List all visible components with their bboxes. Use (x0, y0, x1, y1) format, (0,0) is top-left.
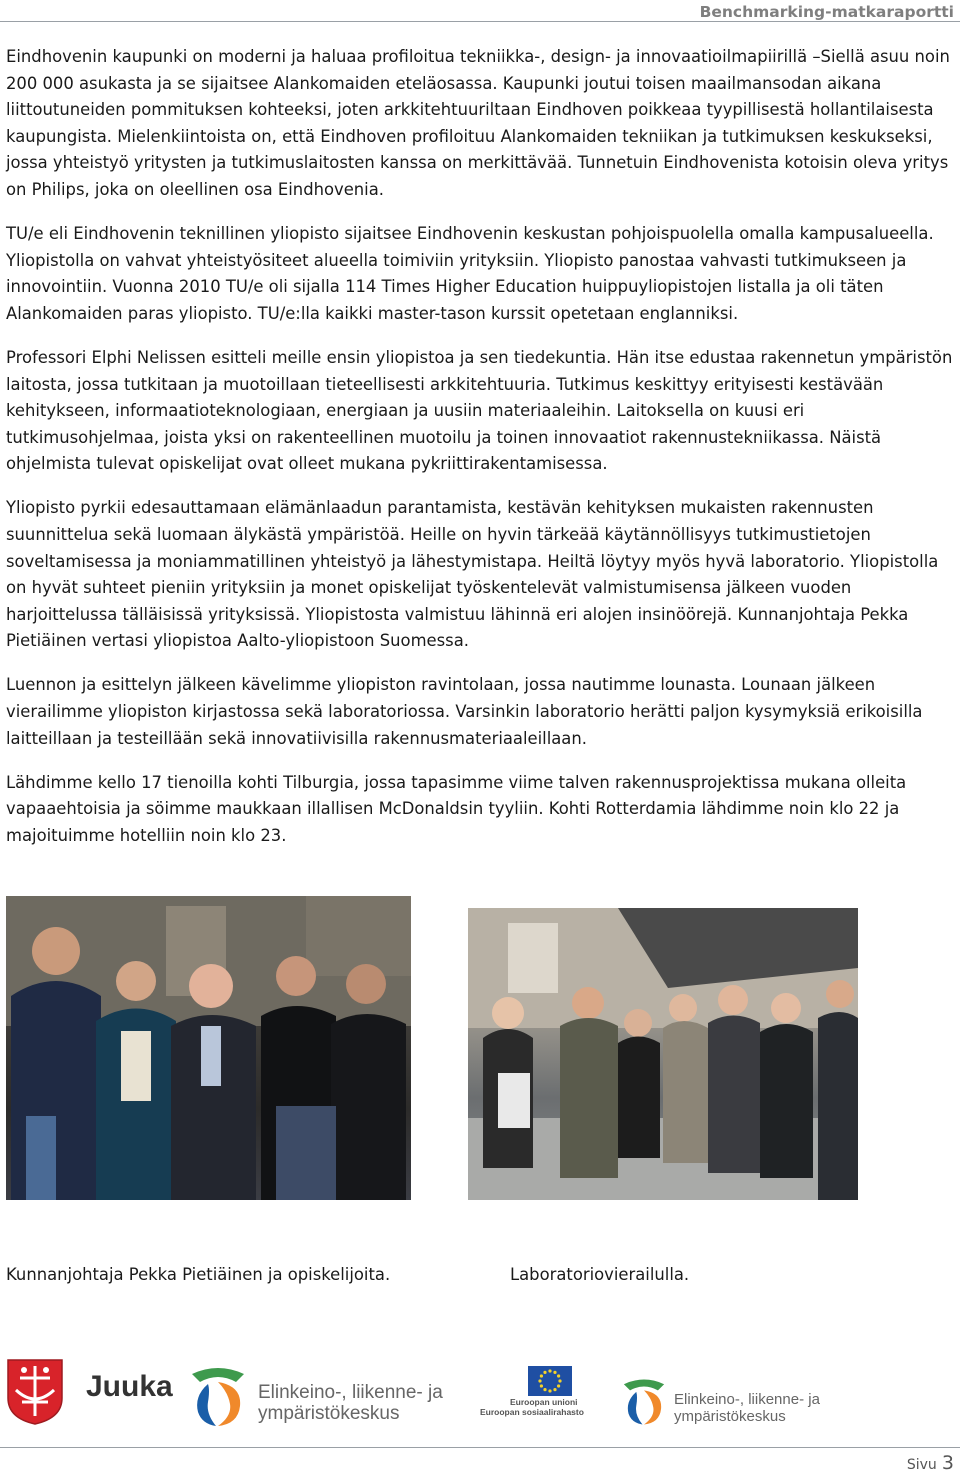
article-body (6, 44, 956, 867)
paragraph-university-goals: Yliopisto pyrkii edesauttamaan elämänlaadun parantamista, kestävän kehityksen mukaisten rakennusten suunnittelua sekä luomaan älykästä ympäristöä. Heille on hyvin tärkeää käytännöllisyys tutkimustietojen soveltamisessa ja moniammatillinen yhteistyö ja lähestymistapa. Heiltä löytyy myös hyvä laboratorio. Yliopistolla on hyvät suhteet pieniin yrityksiin ja monet opiskelijat työskentelevät valmistumisensa jälkeen vuoden harjoittelussa tälläisissä yrityksissä. Yliopistosta valmistuu lähinnä eri alojen insinöörejä. Kunnanjohtaja Pekka Pietiäinen vertasi yliopistoa Aalto-yliopistoon Suomessa. (6, 498, 939, 651)
caption-students: Kunnanjohtaja Pekka Pietiäinen ja opiskelijoita. (6, 1265, 391, 1284)
footer-divider (0, 1447, 960, 1448)
ely-small-logo-text-line1: Elinkeino-, liikenne- ja (674, 1391, 820, 1408)
paragraph-lunch: Luennon ja esittelyn jälkeen kävelimme yliopiston ravintolaan, jossa nautimme lounasta. Lounaan jälkeen vierailimme yliopiston kirjastossa sekä laboratoriossa. Varsinkin laboratorio herätti paljon kysymyksiä erikoisilla laitteillaan ja testeillään sekä innovatiivisilla rakennusmateriaaleillaan. (6, 675, 923, 748)
paragraph-tue: TU/e eli Eindhovenin teknillinen yliopisto sijaitsee Eindhovenin keskustan pohjoispuolella omalla kampusalueella. Yliopistolla on vahvat yhteistyösiteet alueella toimiviin yrityksiin. Yliopisto panostaa vahvasti tutkimukseen ja innovointiin. Vuonna 2010 TU/e oli sijalla 114 Times Higher Education huippuyliopistojen listalla ja oli täten Alankomaiden paras yliopisto. TU/e:lla kaikki master-tason kurssit opetetaan englanniksi. (6, 224, 934, 323)
header-title: Benchmarking-matkaraportti (699, 3, 954, 21)
page-number (907, 1452, 954, 1474)
eu-logo-text-line1: Euroopan unioni (510, 1397, 578, 1407)
paragraph-eindhoven: Eindhovenin kaupunki on moderni ja haluaa profiloitua tekniikka-, design- ja innovaatioilmapiirillä –Siellä asuu noin 200 000 asukasta ja se sijaitsee Alankomaiden eteläosassa. Kaupunki joutui toisen maailmansodan aikana liittoutuneiden pommituksen kohteeksi, joten arkkitehtuuriltaan Eindhoven poikkeaa tyypillisestä hollantilaisesta kaupungista. Mielenkiintoista on, että Eindhoven profiloituu Alankomaiden tekniikan ja tutkimuksen keskukseksi, jossa yhteistyö yritysten ja tutkimuslaitosten kanssa on merkittävää. Tunnetuin Eindhovenista kotoisin oleva yritys on Philips, joka on oleellinen osa Eindhovenia. (6, 47, 950, 199)
lab-visit-photo-illustration (468, 908, 858, 1200)
page-label: Sivu (906, 1457, 937, 1473)
ely-logo-text-line2: ympäristökeskus (258, 1403, 400, 1424)
eu-logo-text-line2: Euroopan sosiaalirahasto (480, 1407, 584, 1417)
eu-flag-icon (528, 1366, 572, 1396)
juuka-coat-of-arms-logo (6, 1358, 64, 1426)
ely-logo-icon-small (620, 1378, 668, 1426)
group-photo-students (6, 896, 411, 1200)
page-number-value: 3 (941, 1452, 954, 1474)
ely-logo-text-line1: Elinkeino-, liikenne- ja (258, 1382, 443, 1403)
paragraph-professor: Professori Elphi Nelissen esitteli meille ensin yliopistoa ja sen tiedekuntia. Hän itse edustaa rakennetun ympäristön laitosta, jossa tutkitaan ja muotoillaan tieteellisesti arkkitehtuuria. Tutkimus keskittyy erityisesti kestävään kehitykseen, informaatioteknologiaan, energiaan ja uusiin materiaaleihin. Laitoksella on kuusi eri tutkimusohjelmaa, joista yksi on rakenteellinen muotoilu ja toinen innovaatiot rakennustekniikassa. Näistä ohjelmista tulevat opiskelijat ovat olleet mukana pykriittirakentamisessa. (6, 347, 953, 474)
juuka-logo-text: Juuka (86, 1370, 173, 1403)
ely-logo-icon (188, 1366, 248, 1428)
group-photo-students-illustration (6, 896, 411, 1200)
lab-visit-photo (468, 908, 858, 1200)
paragraph-tilburg: Lähdimme kello 17 tienoilla kohti Tilburgia, jossa tapasimme viime talven rakennusprojektissa mukana olleita vapaaehtoisia ja söimme maukkaan illallisen McDonaldsin tyyliin. Kohti Rotterdamia lähdimme noin klo 22 ja majoituimme hotelliin noin klo 23. (6, 772, 907, 845)
caption-lab-visit: Laboratoriovierailulla. (510, 1265, 690, 1284)
header-divider (0, 21, 960, 22)
ely-small-logo-text-line2: ympäristökeskus (674, 1408, 786, 1425)
